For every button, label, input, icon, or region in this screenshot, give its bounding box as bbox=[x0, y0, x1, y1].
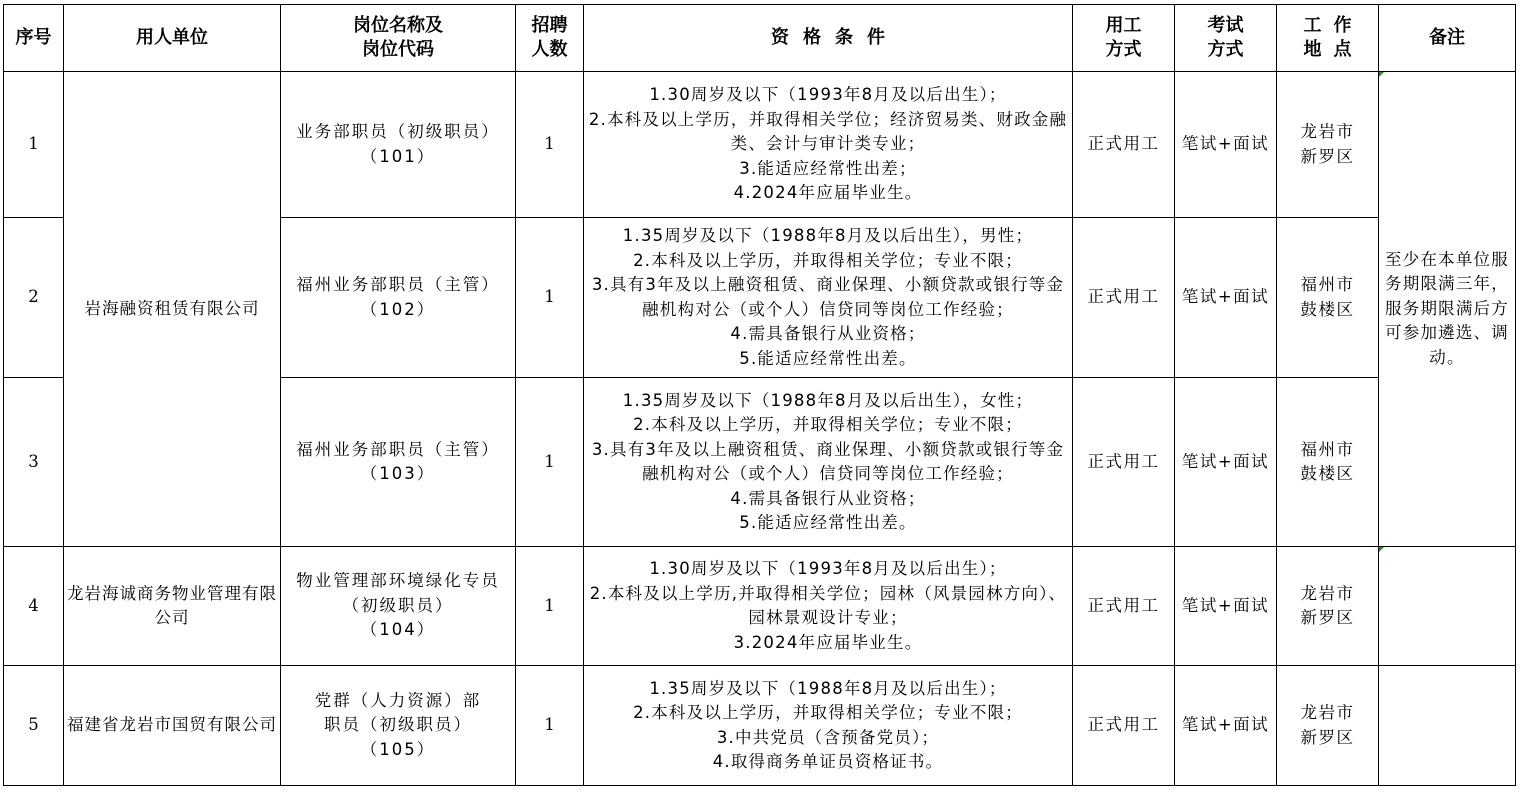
employment-mode-cell: 正式用工 bbox=[1073, 72, 1175, 218]
requirements-cell bbox=[584, 666, 1073, 786]
headcount-cell: 1 bbox=[516, 72, 584, 218]
recruitment-table bbox=[3, 4, 1516, 786]
exam-mode-cell: 笔试+面试 bbox=[1175, 218, 1277, 378]
work-place-cell: 福州市 鼓楼区 bbox=[1277, 378, 1379, 547]
requirements-cell bbox=[584, 547, 1073, 666]
exam-mode-cell: 笔试+面试 bbox=[1175, 378, 1277, 547]
requirement-item: 1.30周岁及以下（1993年8月及以后出生）； bbox=[649, 85, 1007, 105]
row-seq: 1 bbox=[4, 72, 64, 218]
requirement-item: 1.30周岁及以下（1993年8月及以后出生）； bbox=[649, 559, 1007, 578]
requirement-item: 1.35周岁及以下（1988年8月及以后出生），女性； bbox=[622, 390, 1034, 410]
requirement-item: 5.能适应经常性出差。 bbox=[739, 348, 917, 368]
row-seq: 4 bbox=[4, 547, 64, 666]
requirement-item: 2.本科及以上学历，并取得相关学位；专业不限； bbox=[633, 415, 1023, 434]
employer-cell: 岩海融资租赁有限公司 bbox=[64, 72, 281, 547]
employment-mode-cell: 正式用工 bbox=[1073, 378, 1175, 547]
requirement-item: 3.能适应经常性出差； bbox=[739, 158, 917, 178]
requirement-item: 2.本科及以上学历,并取得相关学位；园林（风景园林方向）、园林景观设计专业； bbox=[589, 583, 1067, 627]
requirement-item: 4.2024年应届毕业生。 bbox=[733, 183, 923, 203]
note-cell-empty bbox=[1379, 547, 1516, 666]
exam-mode-cell: 笔试+面试 bbox=[1175, 666, 1277, 786]
header-work-place: 工作 地点 bbox=[1277, 5, 1379, 72]
headcount-cell: 1 bbox=[516, 218, 584, 378]
post-cell: 福州业务部职员（主管） （102） bbox=[281, 218, 516, 378]
row-seq: 5 bbox=[4, 666, 64, 786]
header-seq: 序号 bbox=[4, 5, 64, 72]
employment-mode-cell: 正式用工 bbox=[1073, 218, 1175, 378]
header-post: 岗位名称及 岗位代码 bbox=[281, 5, 516, 72]
comment-marker bbox=[1379, 547, 1384, 552]
post-cell: 业务部职员（初级职员） （101） bbox=[281, 72, 516, 218]
requirement-item: 2.本科及以上学历，并取得相关学位；专业不限； bbox=[633, 703, 1023, 722]
header-exam-mode: 考试 方式 bbox=[1175, 5, 1277, 72]
table-row bbox=[4, 72, 1516, 218]
table-row bbox=[4, 547, 1516, 666]
work-place-cell: 福州市 鼓楼区 bbox=[1277, 218, 1379, 378]
row-seq: 3 bbox=[4, 378, 64, 547]
headcount-cell: 1 bbox=[516, 547, 584, 666]
requirement-item: 2.本科及以上学历，并取得相关学位；专业不限； bbox=[633, 250, 1023, 270]
note-cell: 至少在本单位服务期限满三年，服务期限满后方可参加遴选、调动。 bbox=[1379, 72, 1516, 547]
work-place-cell: 龙岩市 新罗区 bbox=[1277, 666, 1379, 786]
header-unit: 用人单位 bbox=[64, 5, 281, 72]
header-row bbox=[4, 5, 1516, 72]
employment-mode-cell: 正式用工 bbox=[1073, 547, 1175, 666]
headcount-cell: 1 bbox=[516, 666, 584, 786]
header-requirements: 资格条件 bbox=[584, 5, 1073, 72]
requirement-item: 4.需具备银行从业资格； bbox=[730, 324, 926, 343]
requirement-item: 3.2024年应届毕业生。 bbox=[733, 632, 923, 652]
header-note: 备注 bbox=[1379, 5, 1516, 72]
requirement-item: 3.中共党员（含预备党员）； bbox=[716, 727, 940, 747]
work-place-cell: 龙岩市 新罗区 bbox=[1277, 72, 1379, 218]
exam-mode-cell: 笔试+面试 bbox=[1175, 72, 1277, 218]
employment-mode-cell: 正式用工 bbox=[1073, 666, 1175, 786]
requirement-item: 3.具有3年及以上融资租赁、商业保理、小额贷款或银行等金融机构对公（或个人）信贷同等岗位工作经验； bbox=[591, 439, 1065, 483]
requirement-item: 3.具有3年及以上融资租赁、商业保理、小额贷款或银行等金融机构对公（或个人）信贷同等岗位工作经验； bbox=[591, 275, 1065, 319]
requirements-cell bbox=[584, 218, 1073, 378]
requirement-item: 4.取得商务单证员资格证书。 bbox=[712, 752, 944, 771]
post-cell: 福州业务部职员（主管） （103） bbox=[281, 378, 516, 547]
requirement-item: 5.能适应经常性出差。 bbox=[739, 513, 917, 532]
requirement-item: 1.35周岁及以下（1988年8月及以后出生），男性； bbox=[622, 226, 1034, 245]
row-seq: 2 bbox=[4, 218, 64, 378]
work-place-cell: 龙岩市 新罗区 bbox=[1277, 547, 1379, 666]
employer-cell: 福建省龙岩市国贸有限公司 bbox=[64, 666, 281, 786]
post-cell: 党群（人力资源）部 职员（初级职员） （105） bbox=[281, 666, 516, 786]
exam-mode-cell: 笔试+面试 bbox=[1175, 547, 1277, 666]
table-row bbox=[4, 666, 1516, 786]
employer-cell: 龙岩海诚商务物业管理有限公司 bbox=[64, 547, 281, 666]
header-employment-mode: 用工 方式 bbox=[1073, 5, 1175, 72]
requirement-item: 4.需具备银行从业资格； bbox=[730, 488, 926, 508]
headcount-cell: 1 bbox=[516, 378, 584, 547]
comment-marker bbox=[1379, 72, 1384, 77]
header-count: 招聘 人数 bbox=[516, 5, 584, 72]
post-cell: 物业管理部环境绿化专员 （初级职员） （104） bbox=[281, 547, 516, 666]
requirement-item: 2.本科及以上学历，并取得相关学位；经济贸易类、财政金融类、会计与审计类专业； bbox=[588, 109, 1068, 154]
requirements-cell bbox=[584, 378, 1073, 547]
note-cell-empty bbox=[1379, 666, 1516, 786]
requirements-cell bbox=[584, 72, 1073, 218]
requirement-item: 1.35周岁及以下（1988年8月及以后出生）； bbox=[649, 678, 1007, 698]
